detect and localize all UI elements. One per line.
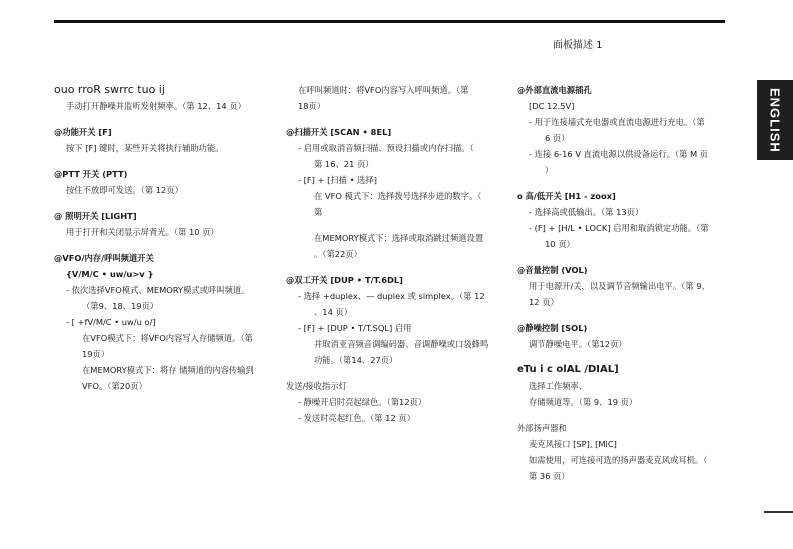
text-line: 12 页） [529,297,559,307]
section-tx-rx-indicator [286,378,502,426]
section-high-low-switch [517,188,732,252]
text-line: 第 16、21 页） [314,159,374,169]
text-line: 功能。（第14、27页） [314,355,398,365]
section-scan-switch [286,124,502,262]
section-heading: o 高/低开关 [H1 - zoox] [517,191,616,201]
section-monitor [54,82,272,114]
section-heading: @ 照明开关 [LIGHT] [54,211,137,221]
text-line: 手动打开静噪并监听发射频率。（第 12、14 页） [66,101,246,111]
bottom-rule [764,511,793,513]
text-line: - (F] + [H/L • LOCK] 启用和取消锁定功能。（第 [529,223,709,233]
section-heading: @功能开关 [F] [54,127,112,137]
text-line: （第9、18、19页） [82,301,159,311]
section-volume-control [517,262,732,310]
text-line: ） [545,165,554,175]
section-heading: 发送/接收指示灯 [286,381,347,391]
text-line: - 用于连接墙式充电器或直流电源进行充电。（第 [529,117,705,127]
section-heading: @扫描开关 [SCAN • 8EL] [286,127,392,137]
text-line: 如需使用，可连接可选的扬声器麦克风或耳机。（ [529,455,708,465]
text-line: - 选择 +duplex、— duplex 或 simplex。（第 12 [298,291,485,301]
text-line: - 发送时亮起红色。（第 12 页） [298,413,415,423]
text-line: [DC 12.5V] [529,101,575,111]
text-line: 6 页） [545,133,570,143]
section-heading: @静噪控制 [SOL) [517,323,588,333]
section-call-channel [286,82,502,114]
text-line: - [F] + [扫描 • 选择] [298,175,377,185]
section-squelch-control [517,320,732,352]
text-line: - [ +fV/M/C • uw/u o/] [66,317,156,327]
section-heading: @VFO/内存/呼叫频道开关 [54,253,154,263]
text-line: - [F] + [DUP • T/T.SQL] 启用 [298,323,412,333]
section-heading: @外部直流电源插孔 [517,85,592,95]
text-line: 在 VFO 模式下：选择拨号选择步进的数字。（ [314,191,482,201]
section-duplex-switch [286,272,502,368]
section-heading: 外部扬声器和 [517,423,567,433]
text-line: 按住不放即可发送。（第 12页） [66,185,183,195]
text-line: VFO。（第20页） [82,381,147,391]
section-ptt-switch [54,166,272,198]
section-heading: @PTT 开关 (PTT) [54,169,128,179]
text-line: 选择工作频率、 [529,381,588,391]
column-1 [54,82,272,404]
language-tab [757,80,793,160]
text-line: 18页） [298,101,326,111]
text-line: 麦克风接口 [SP], [MiC] [529,439,617,449]
section-external-speaker-mic [517,420,732,484]
text-line: 并取消亚音频音调编码器、音调静噪或口袋蜂鸣 [314,339,489,349]
section-dc-jack [517,82,732,178]
text-line: 存储频道等。（第 9、19 页） [529,397,638,407]
text-line: - 选择高或低输出。（第 13页） [529,207,644,217]
spacer [286,220,502,230]
section-heading: ouo rroR swrrc tuo ij [54,83,165,96]
top-rule [54,20,725,23]
page-title: 面板描述 1 [553,40,603,51]
text-line: 。（第22页） [314,249,362,259]
text-line: - 启用或取消音频扫描、预设扫描或内存扫描。（ [298,143,474,153]
section-heading: @音量控制 (VOL) [517,265,588,275]
text-line: - 依次选择VFO模式、MEMORY模式或呼叫频道。 [66,285,250,295]
text-line: 在MEMORY模式下：选择或取消跳过频道设置 [314,233,484,243]
text-line: - 连接 6-16 V 直流电源以供设备运行。（第 M 页 [529,149,709,159]
text-line: {V/M/C • uw/u>v } [66,269,154,279]
text-line: 在MEMORY模式下：将存 储频道的内容传输到 [82,365,254,375]
text-line: 19页） [82,349,110,359]
text-line: 用于电源开/关，以及调节音频输出电平。（第 9、 [529,281,710,291]
text-line: 第 36 页） [529,471,570,481]
text-line: - 静噪开启时亮起绿色。（第12页） [298,397,427,407]
text-line: 、14 页） [314,307,353,317]
section-heading: @双工开关 [DUP • T/T.6DL] [286,275,403,285]
section-vfo-switch [54,250,272,394]
text-line: 按下 [F] 键时，某些开关将执行辅助功能。 [66,143,224,153]
text-line: 在呼叫频道时：将VFO内容写入呼叫频道。（第 [298,85,469,95]
text-line: 在VFO模式下：将VFO内容写入存储频道。（第 [82,333,253,343]
text-line: 调节静噪电平。（第12页） [529,339,627,349]
section-light-switch [54,208,272,240]
column-3 [517,82,732,494]
text-line: 10 页） [545,239,575,249]
column-2 [286,82,502,436]
section-dial [517,362,732,410]
section-heading: eTu i c olAL /DIAL] [517,364,619,375]
text-line: 第 [314,207,323,217]
language-tab-label: ENGLISH [767,87,783,153]
text-line: 用于打开和关闭显示屏背光。（第 10 页） [66,227,219,237]
section-function-switch [54,124,272,156]
